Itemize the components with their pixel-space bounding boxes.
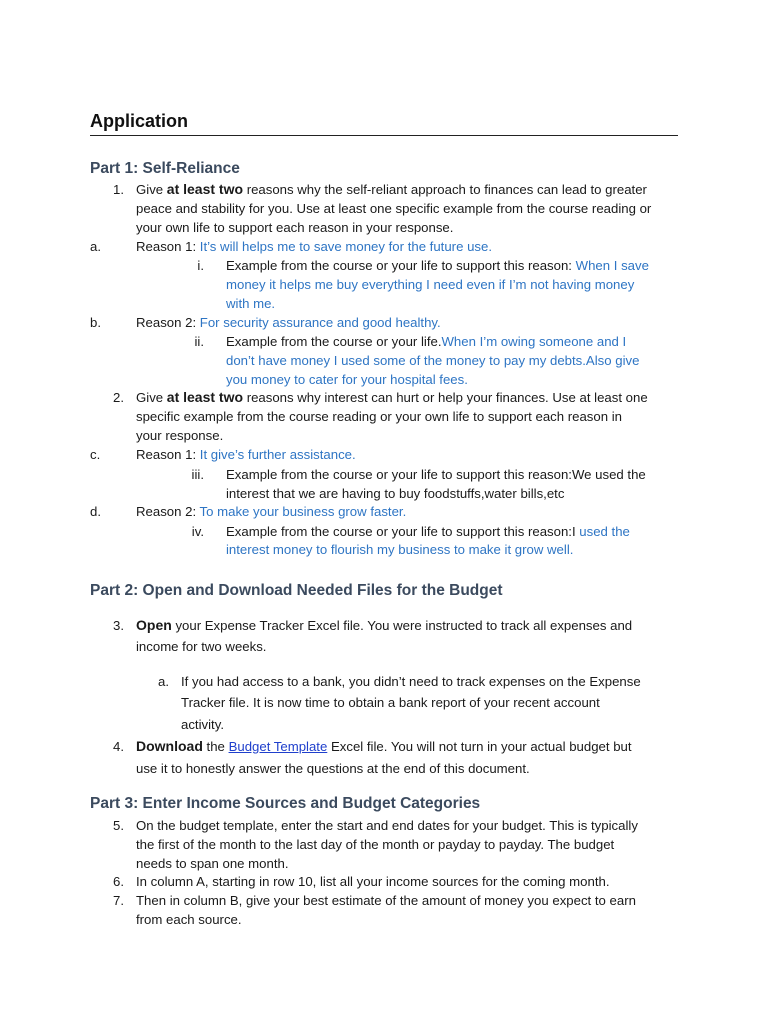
reason-text: Reason 2: For security assurance and good healthy.	[136, 315, 441, 330]
list-letter: a.	[90, 239, 101, 254]
list-number: 6.	[113, 874, 124, 889]
question-text: On the budget template, enter the start and end dates for your budget. This is typically	[136, 818, 638, 833]
budget-template-link[interactable]: Budget Template	[228, 739, 328, 754]
question-text: your own life to support each reason in your response.	[136, 220, 454, 235]
list-number: 3.	[113, 618, 124, 633]
answer-text: interest money to flourish my business to make it grow well.	[226, 542, 574, 557]
question-text: your response.	[136, 428, 224, 443]
question-text: In column A, starting in row 10, list all your income sources for the coming month.	[136, 874, 610, 889]
question-text: Open your Expense Tracker Excel file. You were instructed to track all expenses and	[136, 617, 633, 633]
question-text: Give at least two reasons why the self-reliant approach to finances can lead to greater	[136, 181, 647, 197]
question-text: If you had access to a bank, you didn’t need to track expenses on the Expense	[181, 674, 641, 689]
example-text: interest that we are having to buy foodstuffs,water bills,etc	[226, 486, 565, 501]
answer-text: don’t have money I used some of the money to pay my debts.Also give	[226, 353, 640, 368]
question-text: Then in column B, give your best estimate of the amount of money you expect to earn	[136, 893, 636, 908]
question-text: from each source.	[136, 912, 242, 927]
answer-text: For security assurance and good healthy.	[199, 315, 441, 330]
list-letter: d.	[90, 504, 101, 519]
answer-text: used the	[579, 524, 630, 539]
part3-heading: Part 3: Enter Income Sources and Budget Categories	[90, 795, 481, 812]
list-letter: c.	[90, 447, 101, 462]
list-letter: b.	[90, 315, 101, 330]
question-text: peace and stability for you. Use at least one specific example from the course reading or	[136, 201, 652, 216]
list-number: 2.	[113, 390, 124, 405]
answer-text: you money to cater for your hospital fees.	[226, 372, 468, 387]
question-text: Give at least two reasons why interest can hurt or help your finances. Use at least one	[136, 389, 648, 405]
reason-text: Reason 2: To make your business grow faster.	[136, 504, 407, 519]
list-roman: iii.	[191, 467, 204, 482]
list-roman: i.	[197, 258, 204, 273]
list-number: 4.	[113, 739, 124, 754]
list-number: 1.	[113, 182, 124, 197]
question-text: specific example from the course reading or your own life to support each reason in	[136, 409, 622, 424]
answer-text: It give’s further assistance.	[199, 447, 356, 462]
question-text: activity.	[181, 717, 224, 732]
answer-text: When I save	[575, 258, 649, 273]
page-title: Application	[90, 109, 678, 136]
question-text: the first of the month to the last day of the month or payday to payday. The budget	[136, 837, 615, 852]
question-text: Download the Budget Template Excel file. You will not turn in your actual budget but	[136, 738, 632, 754]
list-letter: a.	[158, 674, 169, 689]
part2-heading: Part 2: Open and Download Needed Files for the Budget	[90, 582, 503, 599]
question-text: needs to span one month.	[136, 856, 289, 871]
list-number: 7.	[113, 893, 124, 908]
example-text: Example from the course or your life to support this reason: When I save	[226, 258, 649, 273]
part1-heading: Part 1: Self-Reliance	[90, 160, 240, 177]
example-text: Example from the course or your life to support this reason:I used the	[226, 524, 630, 539]
example-text: Example from the course or your life to support this reason:We used the	[226, 467, 646, 482]
example-text: Example from the course or your life.When I’m owing someone and I	[226, 334, 627, 349]
answer-text: To make your business grow faster.	[199, 504, 407, 519]
list-roman: ii.	[194, 334, 204, 349]
question-text: use it to honestly answer the questions at the end of this document.	[136, 761, 530, 776]
answer-text: When I’m owing someone and I	[441, 334, 627, 349]
reason-text: Reason 1: It give’s further assistance.	[136, 447, 356, 462]
reason-text: Reason 1: It’s will helps me to save money for the future use.	[136, 239, 492, 254]
list-number: 5.	[113, 818, 124, 833]
answer-text: with me.	[226, 296, 276, 311]
answer-text: money it helps me buy everything I need even if I’m not having money	[226, 277, 635, 292]
question-text: income for two weeks.	[136, 639, 267, 654]
list-roman: iv.	[191, 524, 204, 539]
answer-text: It’s will helps me to save money for the future use.	[199, 239, 492, 254]
question-text: Tracker file. It is now time to obtain a bank report of your recent account	[181, 695, 600, 710]
